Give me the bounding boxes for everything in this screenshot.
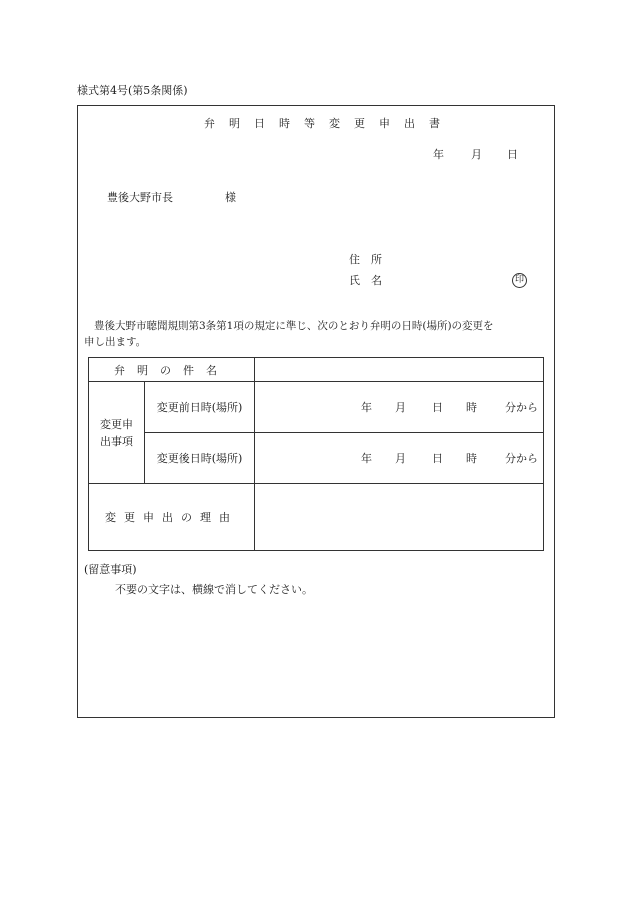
after-month-unit: 月 (395, 452, 406, 465)
change-before-row (89, 382, 544, 433)
after-datetime-label: 変更後日時(場所) (145, 433, 255, 484)
form-title: 弁明日時等変更申出書 (204, 117, 454, 130)
before-datetime-value (255, 382, 544, 433)
notes-text: 不要の文字は、横線で消してください。 (115, 583, 313, 596)
after-minute-unit: 分から (505, 452, 538, 465)
before-month-unit: 月 (395, 401, 406, 414)
body-line-2: 申し出ます。 (84, 336, 147, 348)
case-name-value (255, 358, 544, 382)
change-items-label-line2: 出事項 (100, 434, 133, 448)
before-year-unit: 年 (361, 401, 372, 414)
addressee-honorific: 様 (225, 191, 236, 204)
case-name-row (89, 358, 544, 382)
seal-mark (512, 273, 527, 288)
date-month-unit: 月 (471, 148, 482, 161)
change-items-label (89, 382, 145, 484)
after-hour-unit: 時 (466, 452, 477, 465)
before-hour-unit: 時 (466, 401, 477, 414)
body-line-1: 豊後大野市聴聞規則第3条第1項の規定に準じ、次のとおり弁明の日時(場所)の変更を (94, 320, 494, 332)
date-day-unit: 日 (507, 148, 518, 161)
before-day-unit: 日 (432, 401, 443, 414)
after-year-unit: 年 (361, 452, 372, 465)
before-datetime-label: 変更前日時(場所) (145, 382, 255, 433)
notes-heading: (留意事項) (84, 563, 137, 576)
name-label: 氏 名 (349, 274, 382, 287)
addressee-name: 豊後大野市長 (107, 191, 173, 204)
reason-row (89, 484, 544, 551)
reason-label: 変更申出の理由 (89, 484, 255, 551)
change-items-label-line1: 変更申 (100, 417, 133, 431)
date-year-unit: 年 (433, 148, 444, 161)
change-after-row (89, 433, 544, 484)
before-minute-unit: 分から (505, 401, 538, 414)
case-name-label: 弁明の件名 (89, 358, 255, 382)
reason-value (255, 484, 544, 551)
after-datetime-value (255, 433, 544, 484)
form-number: 様式第4号(第5条関係) (77, 84, 188, 97)
seal-icon: 印 (512, 273, 527, 288)
after-day-unit: 日 (432, 452, 443, 465)
address-label: 住 所 (349, 253, 382, 266)
details-table (88, 357, 544, 551)
